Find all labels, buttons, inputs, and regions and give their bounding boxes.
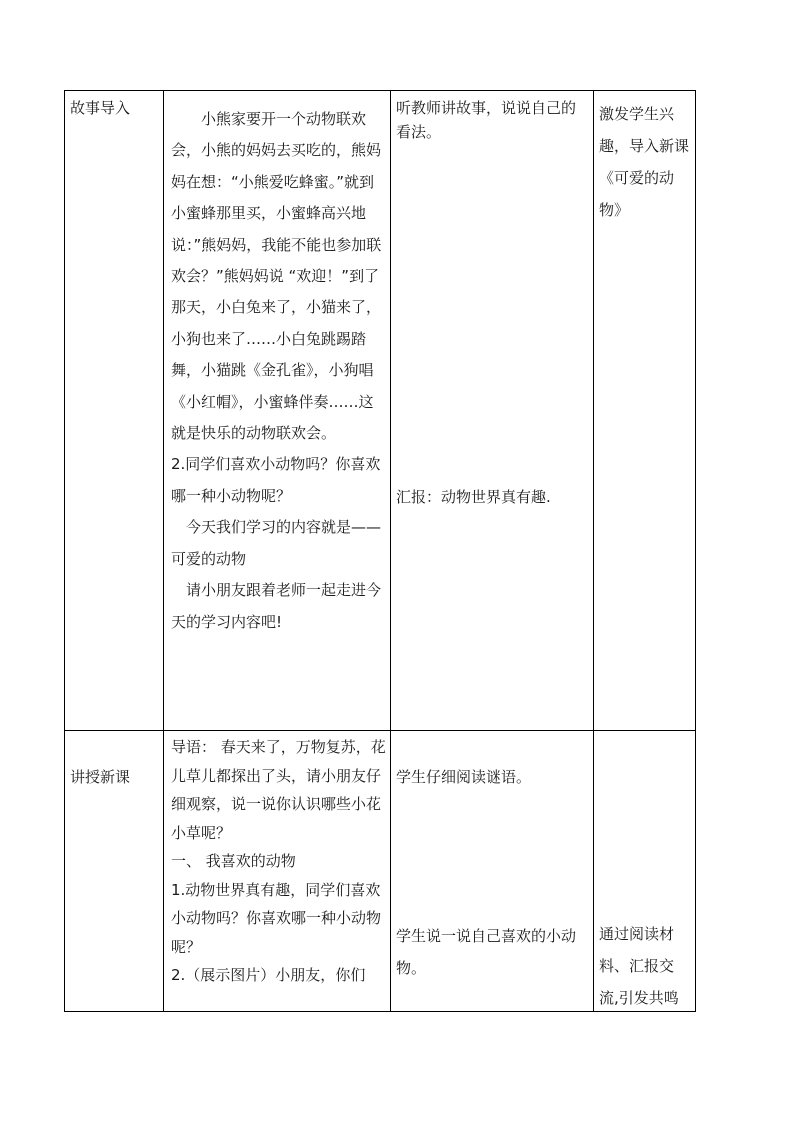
row-1-teacher-invite: 请小朋友跟着老师一起走进今天的学习内容吧! [171, 581, 382, 631]
row-1-topic-cell [70, 96, 158, 120]
row-2-teacher-question: 1.动物世界真有趣，同学们喜欢小动物吗？你喜欢哪一种小动物呢？ [171, 880, 382, 956]
table-border-top [64, 90, 696, 91]
row-1-teacher-cell [171, 104, 386, 638]
row-2-topic-cell [70, 765, 158, 789]
row-2-student-cell-b [396, 920, 590, 984]
table-column-divider-3 [593, 90, 594, 1012]
table-column-divider-2 [390, 90, 391, 1012]
row-2-teacher-cell [171, 733, 386, 990]
row-2-student-cell-a [396, 765, 590, 789]
lesson-plan-table [64, 90, 696, 1012]
row-1-student-listen: 听教师讲故事，说说自己的看法。 [396, 99, 577, 141]
row-2-topic: 讲授新课 [70, 768, 131, 786]
table-border-right [695, 90, 696, 1012]
row-1-teacher-story: 小熊家要开一个动物联欢会，小熊的妈妈去买吃的，熊妈妈在想：“小熊爱吃蜂蜜。”就到小蜜蜂那里买，小蜜蜂高兴地说：”熊妈妈，我能不能也参加联欢会？”熊妈妈说 “欢迎！”到了那天，小白兔来了，小猫来了，小狗也来了……小白兔跳踢踏舞，小猫跳《金孔雀》，小狗唱《小红帽》，小蜜蜂伴奏……这就是快乐的动物联欢会。 [171, 110, 382, 443]
table-border-left [64, 90, 65, 1012]
row-2-teacher-intro: 导语： 春天来了，万物复苏，花儿草儿都探出了头，请小朋友仔细观察，说一说你认识哪些小花小草呢？ [171, 738, 386, 842]
row-2-student-share: 学生说一说自己喜欢的小动物。 [396, 927, 577, 977]
row-1-teacher-topic: 今天我们学习的内容就是——可爱的动物 [171, 518, 382, 568]
row-2-teacher-image: 2.（展示图片）小朋友，你们 [171, 966, 366, 984]
row-1-student-cell-b [396, 485, 590, 509]
row-1-student-report: 汇报：动物世界真有趣. [396, 488, 551, 506]
row-1-student-cell-a [396, 96, 590, 144]
row-1-intent-cell [599, 98, 691, 226]
row-1-teacher-question: 2.同学们喜欢小动物吗？你喜欢哪一种小动物呢？ [171, 455, 381, 505]
table-column-divider-1 [163, 90, 164, 1012]
table-row-divider [64, 730, 696, 731]
row-1-topic: 故事导入 [70, 99, 131, 117]
row-2-intent: 通过阅读材料、汇报交流,引发共鸣 [599, 925, 679, 1007]
row-2-student-read: 学生仔细阅读谜语。 [396, 768, 532, 786]
row-1-intent: 激发学生兴趣，导入新课《可爱的动物》 [599, 105, 690, 219]
row-2-teacher-section: 一、 我喜欢的动物 [171, 852, 296, 870]
row-2-intent-cell [599, 918, 691, 1014]
